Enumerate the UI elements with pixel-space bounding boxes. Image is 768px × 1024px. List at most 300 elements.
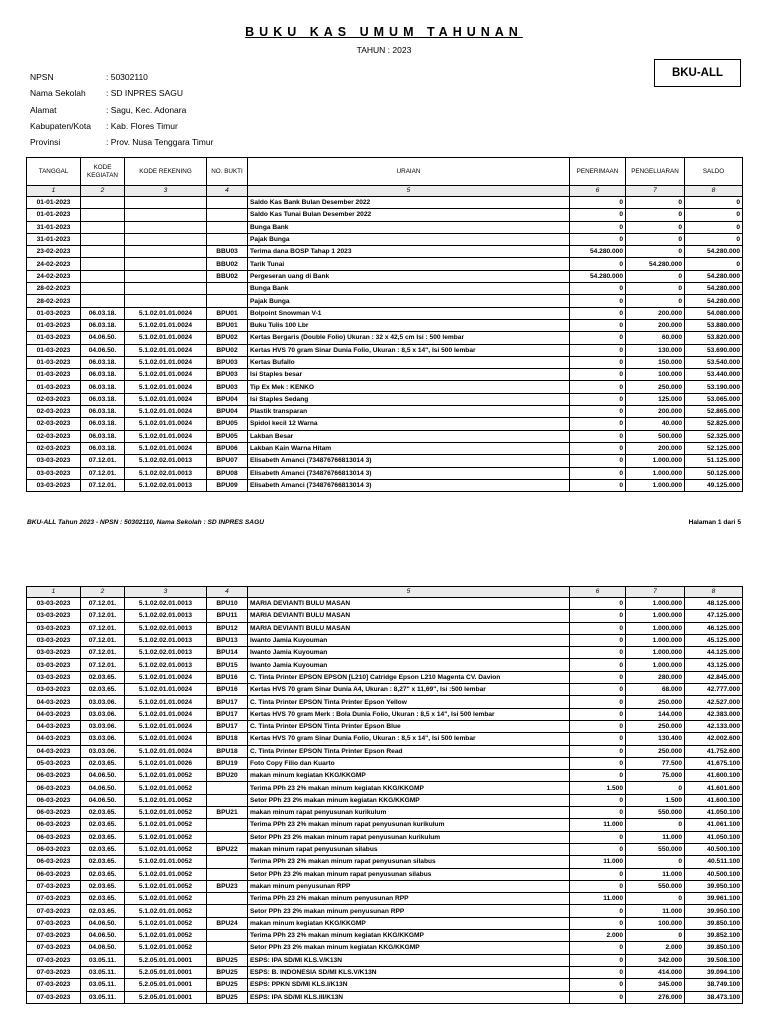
cell-no-bukti: BPU03 <box>207 356 248 368</box>
cell-pengeluaran: 1.000.000 <box>626 479 685 491</box>
cell-no-bukti: BPU04 <box>207 393 248 405</box>
cell-penerimaan: 0 <box>570 831 626 843</box>
table-row <box>27 479 743 491</box>
column-number: 7 <box>626 587 685 598</box>
cell-penerimaan: 0 <box>570 233 626 245</box>
cell-saldo: 42.527.000 <box>685 696 743 708</box>
cell-pengeluaran: 0 <box>626 782 685 794</box>
cell-tanggal: 07-03-2023 <box>27 930 81 942</box>
table-row <box>27 708 743 720</box>
cell-uraian: ESPS: B. INDONESIA SD/MI KLS.V/K13N <box>248 966 570 978</box>
ledger-table-page-2 <box>26 586 743 1004</box>
cell-no-bukti: BPU22 <box>207 843 248 855</box>
table-row <box>27 393 743 405</box>
cell-pengeluaran: 1.000.000 <box>626 610 685 622</box>
cell-penerimaan: 0 <box>570 880 626 892</box>
cell-kode-rekening <box>125 295 207 307</box>
cell-kode-kegiatan: 04.06.50. <box>81 917 125 929</box>
cell-tanggal: 07-03-2023 <box>27 954 81 966</box>
cell-no-bukti: BPU17 <box>207 696 248 708</box>
cell-uraian: Kertas HVS 70 gram Sinar Dunia Folio, Ukuran : 8,5 x 14", Isi 500 lembar <box>248 733 570 745</box>
cell-tanggal: 31-01-2023 <box>27 221 81 233</box>
cell-tanggal: 03-03-2023 <box>27 684 81 696</box>
cell-no-bukti <box>207 942 248 954</box>
table-row <box>27 369 743 381</box>
table-row <box>27 905 743 917</box>
cell-kode-rekening <box>125 258 207 270</box>
cell-no-bukti <box>207 197 248 209</box>
cell-tanggal: 01-03-2023 <box>27 319 81 331</box>
cell-pengeluaran: 0 <box>626 246 685 258</box>
cell-pengeluaran: 0 <box>626 221 685 233</box>
cell-no-bukti: BPU17 <box>207 720 248 732</box>
cell-saldo: 50.125.000 <box>685 467 743 479</box>
info-value: : Sagu, Kec. Adonara <box>106 104 187 115</box>
info-row-alamat <box>30 102 213 118</box>
cell-no-bukti: BPU23 <box>207 880 248 892</box>
info-row-kabupaten <box>30 118 213 134</box>
table-row <box>27 418 743 430</box>
cell-no-bukti: BPU14 <box>207 647 248 659</box>
table-row <box>27 356 743 368</box>
cell-saldo: 41.752.600 <box>685 745 743 757</box>
cell-tanggal: 06-03-2023 <box>27 807 81 819</box>
column-number: 8 <box>685 186 743 197</box>
table-row <box>27 794 743 806</box>
cell-kode-kegiatan: 02.03.65. <box>81 843 125 855</box>
table-row <box>27 856 743 868</box>
cell-kode-kegiatan: 07.12.01. <box>81 455 125 467</box>
cell-pengeluaran: 1.000.000 <box>626 598 685 610</box>
cell-kode-rekening: 5.1.02.01.01.0024 <box>125 393 207 405</box>
cell-no-bukti: BPU21 <box>207 807 248 819</box>
cell-kode-rekening <box>125 270 207 282</box>
cell-kode-rekening: 5.1.02.01.01.0024 <box>125 696 207 708</box>
cell-tanggal: 31-01-2023 <box>27 233 81 245</box>
school-info <box>30 69 213 150</box>
cell-penerimaan: 1.500 <box>570 782 626 794</box>
cell-uraian: Saldo Kas Tunai Bulan Desember 2022 <box>248 209 570 221</box>
table-row <box>27 831 743 843</box>
cell-saldo: 52.865.000 <box>685 406 743 418</box>
cell-tanggal: 01-01-2023 <box>27 197 81 209</box>
table-row <box>27 209 743 221</box>
table-row <box>27 671 743 683</box>
cell-kode-rekening: 5.1.02.01.01.0024 <box>125 430 207 442</box>
info-label: NPSN <box>30 72 54 82</box>
cell-kode-rekening: 5.1.02.02.01.0013 <box>125 622 207 634</box>
cell-kode-kegiatan: 02.03.65. <box>81 880 125 892</box>
cell-penerimaan: 0 <box>570 221 626 233</box>
info-label: Kabupaten/Kota <box>30 120 91 131</box>
cell-saldo: 47.125.000 <box>685 610 743 622</box>
cell-no-bukti <box>207 209 248 221</box>
cell-uraian: Elisabeth Amanci (734876766813014 3) <box>248 467 570 479</box>
cell-tanggal: 07-03-2023 <box>27 966 81 978</box>
ledger-body-page-2 <box>27 598 743 1004</box>
cell-kode-kegiatan: 06.03.18. <box>81 381 125 393</box>
cell-uraian: Kertas HVS 70 gram Merk : Bola Dunia Folio, Ukuran : 8,5 x 14", Isi 500 lembar <box>248 708 570 720</box>
cell-saldo: 39.850.100 <box>685 917 743 929</box>
cell-penerimaan: 0 <box>570 954 626 966</box>
cell-saldo: 44.125.000 <box>685 647 743 659</box>
cell-saldo: 40.500.100 <box>685 843 743 855</box>
table-row <box>27 880 743 892</box>
cell-uraian: Elisabeth Amanci (734876766813014 3) <box>248 479 570 491</box>
cell-kode-rekening: 5.1.02.01.01.0024 <box>125 381 207 393</box>
cell-penerimaan: 0 <box>570 659 626 671</box>
cell-kode-rekening: 5.1.02.01.01.0024 <box>125 418 207 430</box>
cell-no-bukti: BPU01 <box>207 319 248 331</box>
header-kode-kegiatan: KODE KEGIATAN <box>81 158 125 186</box>
cell-kode-kegiatan: 03.03.06. <box>81 745 125 757</box>
table-row <box>27 757 743 769</box>
cell-penerimaan: 0 <box>570 356 626 368</box>
cell-penerimaan: 0 <box>570 344 626 356</box>
cell-pengeluaran: 1.000.000 <box>626 634 685 646</box>
cell-uraian: C. Tinta Printer EPSON EPSON [L210] Catridge Epson L210 Magenta CV. Davion <box>248 671 570 683</box>
table-row <box>27 991 743 1003</box>
column-number-row <box>27 587 743 598</box>
cell-kode-rekening: 5.1.02.01.01.0052 <box>125 856 207 868</box>
cell-no-bukti: BPU24 <box>207 917 248 929</box>
cell-saldo: 39.094.100 <box>685 966 743 978</box>
column-number: 1 <box>27 186 81 197</box>
cell-tanggal: 07-03-2023 <box>27 917 81 929</box>
cell-uraian: MARIA DEVIANTI BULU MASAN <box>248 598 570 610</box>
cell-saldo: 39.850.100 <box>685 942 743 954</box>
cell-no-bukti <box>207 794 248 806</box>
cell-no-bukti <box>207 819 248 831</box>
report-code-badge: BKU-ALL <box>654 59 741 87</box>
cell-penerimaan: 0 <box>570 991 626 1003</box>
cell-pengeluaran: 1.000.000 <box>626 622 685 634</box>
cell-kode-kegiatan: 02.03.65. <box>81 893 125 905</box>
column-number: 7 <box>626 186 685 197</box>
cell-saldo: 0 <box>685 221 743 233</box>
cell-no-bukti <box>207 221 248 233</box>
cell-pengeluaran: 40.000 <box>626 418 685 430</box>
cell-uraian: ESPS: IPA SD/MI KLS.V/K13N <box>248 954 570 966</box>
cell-no-bukti: BPU07 <box>207 455 248 467</box>
cell-saldo: 46.125.000 <box>685 622 743 634</box>
cell-penerimaan: 11.000 <box>570 893 626 905</box>
column-number: 4 <box>207 587 248 598</box>
cell-saldo: 0 <box>685 233 743 245</box>
cell-tanggal: 28-02-2023 <box>27 295 81 307</box>
cell-pengeluaran: 11.000 <box>626 905 685 917</box>
cell-tanggal: 02-03-2023 <box>27 406 81 418</box>
cell-saldo: 53.880.000 <box>685 319 743 331</box>
cell-uraian: C. Tinta Printer EPSON Tinta Printer Epson Yellow <box>248 696 570 708</box>
cell-kode-kegiatan: 02.03.65. <box>81 807 125 819</box>
cell-pengeluaran: 130.400 <box>626 733 685 745</box>
cell-uraian: Bolpoint Snowman V-1 <box>248 307 570 319</box>
cell-kode-rekening: 5.1.02.01.01.0024 <box>125 733 207 745</box>
cell-saldo: 42.133.000 <box>685 720 743 732</box>
cell-penerimaan: 54.280.000 <box>570 270 626 282</box>
cell-kode-kegiatan: 04.06.50. <box>81 794 125 806</box>
cell-penerimaan: 11.000 <box>570 819 626 831</box>
cell-uraian: Bunga Bank <box>248 283 570 295</box>
cell-kode-kegiatan: 02.03.65. <box>81 905 125 917</box>
cell-no-bukti <box>207 233 248 245</box>
cell-kode-kegiatan: 06.03.18. <box>81 356 125 368</box>
header-kode-rekening: KODE REKENING <box>125 158 207 186</box>
cell-pengeluaran: 1.000.000 <box>626 467 685 479</box>
cell-pengeluaran: 550.000 <box>626 807 685 819</box>
cell-tanggal: 05-03-2023 <box>27 757 81 769</box>
cell-kode-kegiatan: 07.12.01. <box>81 467 125 479</box>
cell-kode-kegiatan: 03.03.06. <box>81 708 125 720</box>
info-row-npsn <box>30 69 213 85</box>
cell-no-bukti <box>207 831 248 843</box>
ledger-table-page-1 <box>26 157 743 492</box>
cell-uraian: Terima PPh 23 2% makan minum rapat penyusunan kurikulum <box>248 819 570 831</box>
table-row <box>27 843 743 855</box>
cell-no-bukti: BPU20 <box>207 770 248 782</box>
table-row <box>27 622 743 634</box>
cell-pengeluaran: 250.000 <box>626 381 685 393</box>
cell-kode-rekening: 5.1.02.01.01.0052 <box>125 831 207 843</box>
cell-kode-kegiatan <box>81 283 125 295</box>
cell-kode-kegiatan: 04.06.50. <box>81 770 125 782</box>
cell-tanggal: 04-03-2023 <box>27 696 81 708</box>
cell-kode-rekening: 5.1.02.01.01.0024 <box>125 708 207 720</box>
cell-kode-rekening: 5.1.02.01.01.0052 <box>125 819 207 831</box>
cell-uraian: Pergeseran uang di Bank <box>248 270 570 282</box>
cell-tanggal: 23-02-2023 <box>27 246 81 258</box>
cell-pengeluaran: 75.000 <box>626 770 685 782</box>
cell-uraian: Kertas HVS 70 gram Sinar Dunia A4, Ukuran : 8,27" x 11,69", Isi :500 lembar <box>248 684 570 696</box>
cell-no-bukti: BPU11 <box>207 610 248 622</box>
cell-saldo: 39.950.100 <box>685 880 743 892</box>
column-number: 5 <box>248 186 570 197</box>
cell-no-bukti <box>207 930 248 942</box>
column-number-row <box>27 186 743 197</box>
cell-penerimaan: 0 <box>570 455 626 467</box>
cell-kode-kegiatan <box>81 270 125 282</box>
cell-saldo: 42.777.000 <box>685 684 743 696</box>
info-row-provinsi <box>30 134 213 150</box>
cell-kode-kegiatan: 03.03.06. <box>81 696 125 708</box>
cell-uraian: Iwanto Jamia Kuyouman <box>248 647 570 659</box>
table-row <box>27 659 743 671</box>
cell-tanggal: 03-03-2023 <box>27 634 81 646</box>
cell-uraian: makan minum rapat penyusunan silabus <box>248 843 570 855</box>
cell-tanggal: 03-03-2023 <box>27 647 81 659</box>
cell-kode-rekening <box>125 233 207 245</box>
cell-penerimaan: 0 <box>570 406 626 418</box>
cell-tanggal: 06-03-2023 <box>27 782 81 794</box>
cell-kode-kegiatan: 07.12.01. <box>81 634 125 646</box>
cell-tanggal: 03-03-2023 <box>27 479 81 491</box>
cell-kode-kegiatan: 03.05.11. <box>81 966 125 978</box>
cell-kode-kegiatan <box>81 209 125 221</box>
cell-no-bukti: BPU13 <box>207 634 248 646</box>
cell-penerimaan: 0 <box>570 418 626 430</box>
cell-tanggal: 04-03-2023 <box>27 745 81 757</box>
cell-pengeluaran: 550.000 <box>626 843 685 855</box>
column-number: 4 <box>207 186 248 197</box>
table-row <box>27 307 743 319</box>
cell-kode-kegiatan: 03.03.06. <box>81 720 125 732</box>
cell-kode-kegiatan: 02.03.65. <box>81 819 125 831</box>
table-row <box>27 295 743 307</box>
cell-kode-rekening: 5.1.02.01.01.0052 <box>125 770 207 782</box>
cell-no-bukti: BPU05 <box>207 418 248 430</box>
cell-kode-rekening: 5.1.02.01.01.0052 <box>125 807 207 819</box>
cell-tanggal: 07-03-2023 <box>27 979 81 991</box>
table-row <box>27 233 743 245</box>
cell-no-bukti <box>207 868 248 880</box>
cell-saldo: 53.440.000 <box>685 369 743 381</box>
cell-kode-kegiatan: 06.03.18. <box>81 307 125 319</box>
cell-kode-rekening: 5.1.02.02.01.0013 <box>125 598 207 610</box>
cell-tanggal: 06-03-2023 <box>27 819 81 831</box>
cell-kode-kegiatan: 03.05.11. <box>81 979 125 991</box>
table-row <box>27 283 743 295</box>
cell-no-bukti: BPU04 <box>207 406 248 418</box>
cell-saldo: 45.125.000 <box>685 634 743 646</box>
cell-penerimaan: 0 <box>570 843 626 855</box>
table-row <box>27 954 743 966</box>
cell-tanggal: 07-03-2023 <box>27 880 81 892</box>
table-row <box>27 430 743 442</box>
cell-pengeluaran: 250.000 <box>626 696 685 708</box>
table-row <box>27 733 743 745</box>
cell-saldo: 41.601.600 <box>685 782 743 794</box>
cell-tanggal: 01-03-2023 <box>27 332 81 344</box>
cell-kode-kegiatan: 02.03.65. <box>81 831 125 843</box>
cell-tanggal: 03-03-2023 <box>27 598 81 610</box>
cell-uraian: Iwanto Jamia Kuyouman <box>248 659 570 671</box>
cell-kode-rekening: 5.2.05.01.01.0001 <box>125 966 207 978</box>
cell-uraian: MARIA DEVIANTI BULU MASAN <box>248 610 570 622</box>
column-number: 3 <box>125 186 207 197</box>
cell-kode-rekening: 5.1.02.01.01.0024 <box>125 671 207 683</box>
cell-pengeluaran: 0 <box>626 893 685 905</box>
cell-pengeluaran: 1.500 <box>626 794 685 806</box>
table-row <box>27 634 743 646</box>
info-value: : Prov. Nusa Tenggara Timur <box>106 137 214 148</box>
cell-kode-rekening: 5.1.02.02.01.0013 <box>125 647 207 659</box>
cell-pengeluaran: 100.000 <box>626 917 685 929</box>
table-row <box>27 770 743 782</box>
cell-penerimaan: 0 <box>570 757 626 769</box>
header-row <box>27 158 743 186</box>
table-row <box>27 344 743 356</box>
cell-uraian: C. Tinta Printer EPSON Tinta Printer Epson Blue <box>248 720 570 732</box>
info-value: : 50302110 <box>106 72 148 82</box>
cell-kode-kegiatan: 07.12.01. <box>81 598 125 610</box>
cell-pengeluaran: 77.500 <box>626 757 685 769</box>
cell-saldo: 42.383.000 <box>685 708 743 720</box>
cell-saldo: 53.540.000 <box>685 356 743 368</box>
cell-pengeluaran: 250.000 <box>626 745 685 757</box>
cell-uraian: Lakban Besar <box>248 430 570 442</box>
cell-no-bukti: BPU01 <box>207 307 248 319</box>
cell-pengeluaran: 0 <box>626 930 685 942</box>
cell-penerimaan: 0 <box>570 720 626 732</box>
header-pengeluaran: PENGELUARAN <box>626 158 685 186</box>
cell-saldo: 41.600.100 <box>685 794 743 806</box>
table-row <box>27 647 743 659</box>
cell-kode-rekening: 5.1.02.01.01.0024 <box>125 684 207 696</box>
cell-pengeluaran: 144.000 <box>626 708 685 720</box>
cell-saldo: 53.065.000 <box>685 393 743 405</box>
cell-uraian: Kertas Bergaris (Double Folio) Ukuran : 32 x 42,5 cm Isi : 500 lembar <box>248 332 570 344</box>
cell-pengeluaran: 0 <box>626 270 685 282</box>
cell-uraian: Lakban Kain Warna Hitam <box>248 442 570 454</box>
column-number: 1 <box>27 587 81 598</box>
cell-tanggal: 03-03-2023 <box>27 455 81 467</box>
cell-kode-kegiatan <box>81 197 125 209</box>
cell-kode-rekening: 5.1.02.01.01.0052 <box>125 905 207 917</box>
info-value: : Kab. Flores Timur <box>106 120 178 131</box>
cell-pengeluaran: 100.000 <box>626 369 685 381</box>
cell-uraian: Tip Ex Mek : KENKO <box>248 381 570 393</box>
table-row <box>27 221 743 233</box>
info-label: Nama Sekolah <box>30 88 86 99</box>
cell-no-bukti: BBU02 <box>207 270 248 282</box>
cell-kode-kegiatan: 07.12.01. <box>81 659 125 671</box>
cell-uraian: Terima PPh 23 2% makan minum kegiatan KKG/KKGMP <box>248 930 570 942</box>
cell-saldo: 40.500.100 <box>685 868 743 880</box>
cell-kode-rekening: 5.1.02.01.01.0024 <box>125 319 207 331</box>
cell-uraian: Setor PPh 23 2% makan minum kegiatan KKG/KKGMP <box>248 794 570 806</box>
cell-pengeluaran: 0 <box>626 283 685 295</box>
cell-uraian: Pajak Bunga <box>248 233 570 245</box>
cell-penerimaan: 0 <box>570 295 626 307</box>
cell-tanggal: 07-03-2023 <box>27 893 81 905</box>
cell-kode-rekening: 5.1.02.01.01.0024 <box>125 720 207 732</box>
cell-no-bukti: BPU02 <box>207 332 248 344</box>
cell-penerimaan: 0 <box>570 917 626 929</box>
cell-kode-kegiatan: 02.03.65. <box>81 856 125 868</box>
cell-tanggal: 02-03-2023 <box>27 430 81 442</box>
cell-pengeluaran: 0 <box>626 233 685 245</box>
cell-pengeluaran: 54.280.000 <box>626 258 685 270</box>
cell-uraian: Setor PPh 23 2% makan minum rapat penyusunan kurikulum <box>248 831 570 843</box>
cell-no-bukti <box>207 283 248 295</box>
cell-kode-rekening: 5.1.02.01.01.0052 <box>125 794 207 806</box>
cell-kode-kegiatan: 07.12.01. <box>81 622 125 634</box>
cell-saldo: 54.080.000 <box>685 307 743 319</box>
cell-kode-rekening: 5.1.02.01.01.0024 <box>125 307 207 319</box>
cell-uraian: Setor PPh 23 2% makan minum rapat penyusunan silabus <box>248 868 570 880</box>
cell-tanggal: 07-03-2023 <box>27 905 81 917</box>
cell-kode-kegiatan: 04.06.50. <box>81 332 125 344</box>
cell-pengeluaran: 500.000 <box>626 430 685 442</box>
cell-kode-rekening: 5.2.05.01.01.0001 <box>125 954 207 966</box>
cell-kode-kegiatan: 03.05.11. <box>81 991 125 1003</box>
cell-no-bukti <box>207 295 248 307</box>
cell-saldo: 54.280.000 <box>685 295 743 307</box>
cell-uraian: Terima PPh 23 2% makan minum kegiatan KKG/KKGMP <box>248 782 570 794</box>
cell-saldo: 0 <box>685 209 743 221</box>
cell-pengeluaran: 1.000.000 <box>626 647 685 659</box>
cell-penerimaan: 0 <box>570 467 626 479</box>
cell-saldo: 41.061.100 <box>685 819 743 831</box>
info-label: Provinsi <box>30 137 61 148</box>
cell-no-bukti: BPU25 <box>207 979 248 991</box>
cell-tanggal: 06-03-2023 <box>27 868 81 880</box>
cell-penerimaan: 0 <box>570 905 626 917</box>
cell-tanggal: 01-03-2023 <box>27 356 81 368</box>
cell-saldo: 48.125.000 <box>685 598 743 610</box>
cell-kode-kegiatan <box>81 221 125 233</box>
